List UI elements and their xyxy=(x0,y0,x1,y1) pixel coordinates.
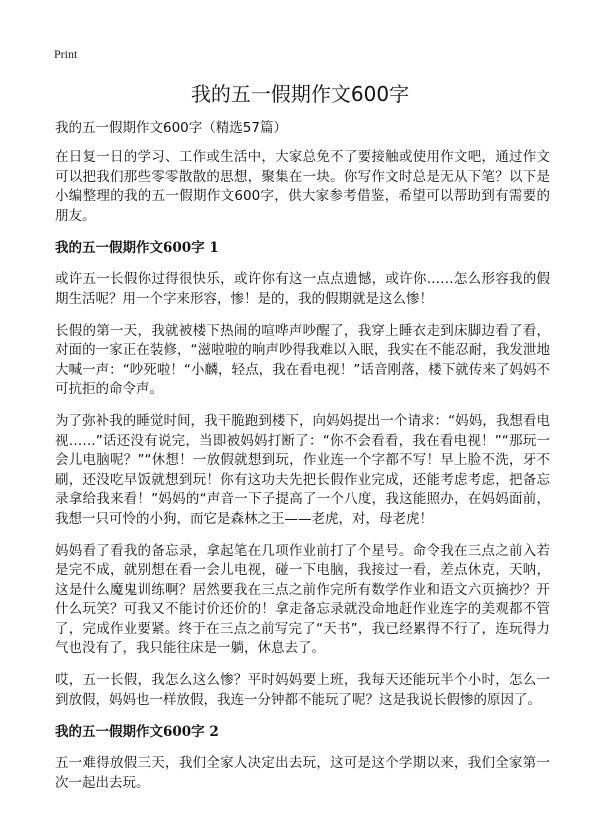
document-body xyxy=(55,118,550,805)
essay-section-1 xyxy=(55,238,550,710)
paragraph: 长假的第一天，我就被楼下热闹的喧哗声吵醒了，我穿上睡衣走到床脚边看了看，对面的一家正在装修，“滋啦啦的响声吵得我难以入眠，我实在不能忍耐，我发泄地大喊一声：“吵死啦！“小麟，轻点，我在看电视！”话音刚落，楼下就传来了妈妈不可抗拒的命令声。 xyxy=(55,322,550,398)
paragraph: 哎，五一长假，我怎么这么惨？平时妈妈要上班，我每天还能玩半个小时，怎么一到放假，妈妈也一样放假，我连一分钟都不能玩了呢？这是我说长假惨的原因了。 xyxy=(55,672,550,708)
document-title: 我的五一假期作文600字 xyxy=(190,82,410,106)
paragraph: 妈妈看了看我的备忘录，拿起笔在几项作业前打了个星号。命令我在三点之前入若是完不成，就别想在看一会儿电视，碰一下电脑，我接过一看，差点休克，天呐，这是什么魔鬼训练啊？居然要我在三点之前作完所有数学作业和语文六页摘抄？开什么玩笑？可我又不能讨价还价的！拿走备忘录就没命地赶作业连字的美观都不管了，完成作业要紧。终于在三点之前写完了“天书”，我已经累得不行了，连玩得力气也没有了，我只能往床是一躺，休息去了。 xyxy=(55,542,550,657)
section-heading: 我的五一假期作文600字 2 xyxy=(55,724,219,741)
essay-section-2 xyxy=(55,722,550,793)
section-heading: 我的五一假期作文600字 1 xyxy=(55,240,219,257)
document-subtitle: 我的五一假期作文600字（精选57篇） xyxy=(55,120,287,136)
paragraph: 五一难得放假三天，我们全家人决定出去玩，这可是这个学期以来，我们全家第一次一起出去玩。 xyxy=(55,755,550,791)
paragraph: 为了弥补我的睡觉时间，我干脆跑到楼下，向妈妈提出一个请求：“妈妈，我想看电视……”话还没有说完，当即被妈妈打断了：“你不会看看，我在看电视！”“那玩一会儿电脑呢？”“休想！一放假就想到玩，作业连一个字都不写！早上脸不洗，牙不刷，还没吃早饭就想到玩！你有这功夫先把长假作业完成，还能考虑考虑，把备忘录拿给我来看！”妈妈的“声音一下子提高了一个八度，我这能照办，在妈妈面前，我想一只可怜的小狗，而它是森林之王——老虎，对，母老虎！ xyxy=(55,412,550,527)
intro-paragraph: 在日复一日的学习、工作或生活中，大家总免不了要接触或使用作文吧，通过作文可以把我们那些零零散散的思想，聚集在一块。你写作文时总是无从下笔？以下是小编整理的我的五一假期作文600字，供大家参考借鉴，希望可以帮助到有需要的朋友。 xyxy=(55,149,550,224)
print-link[interactable]: Print xyxy=(54,47,78,61)
paragraph: 或许五一长假你过得很快乐，或许你有这一点点遗憾，或许你……怎么形容我的假期生活呢？用一个字来形容，惨！是的，我的假期就是这么惨！ xyxy=(55,271,550,307)
